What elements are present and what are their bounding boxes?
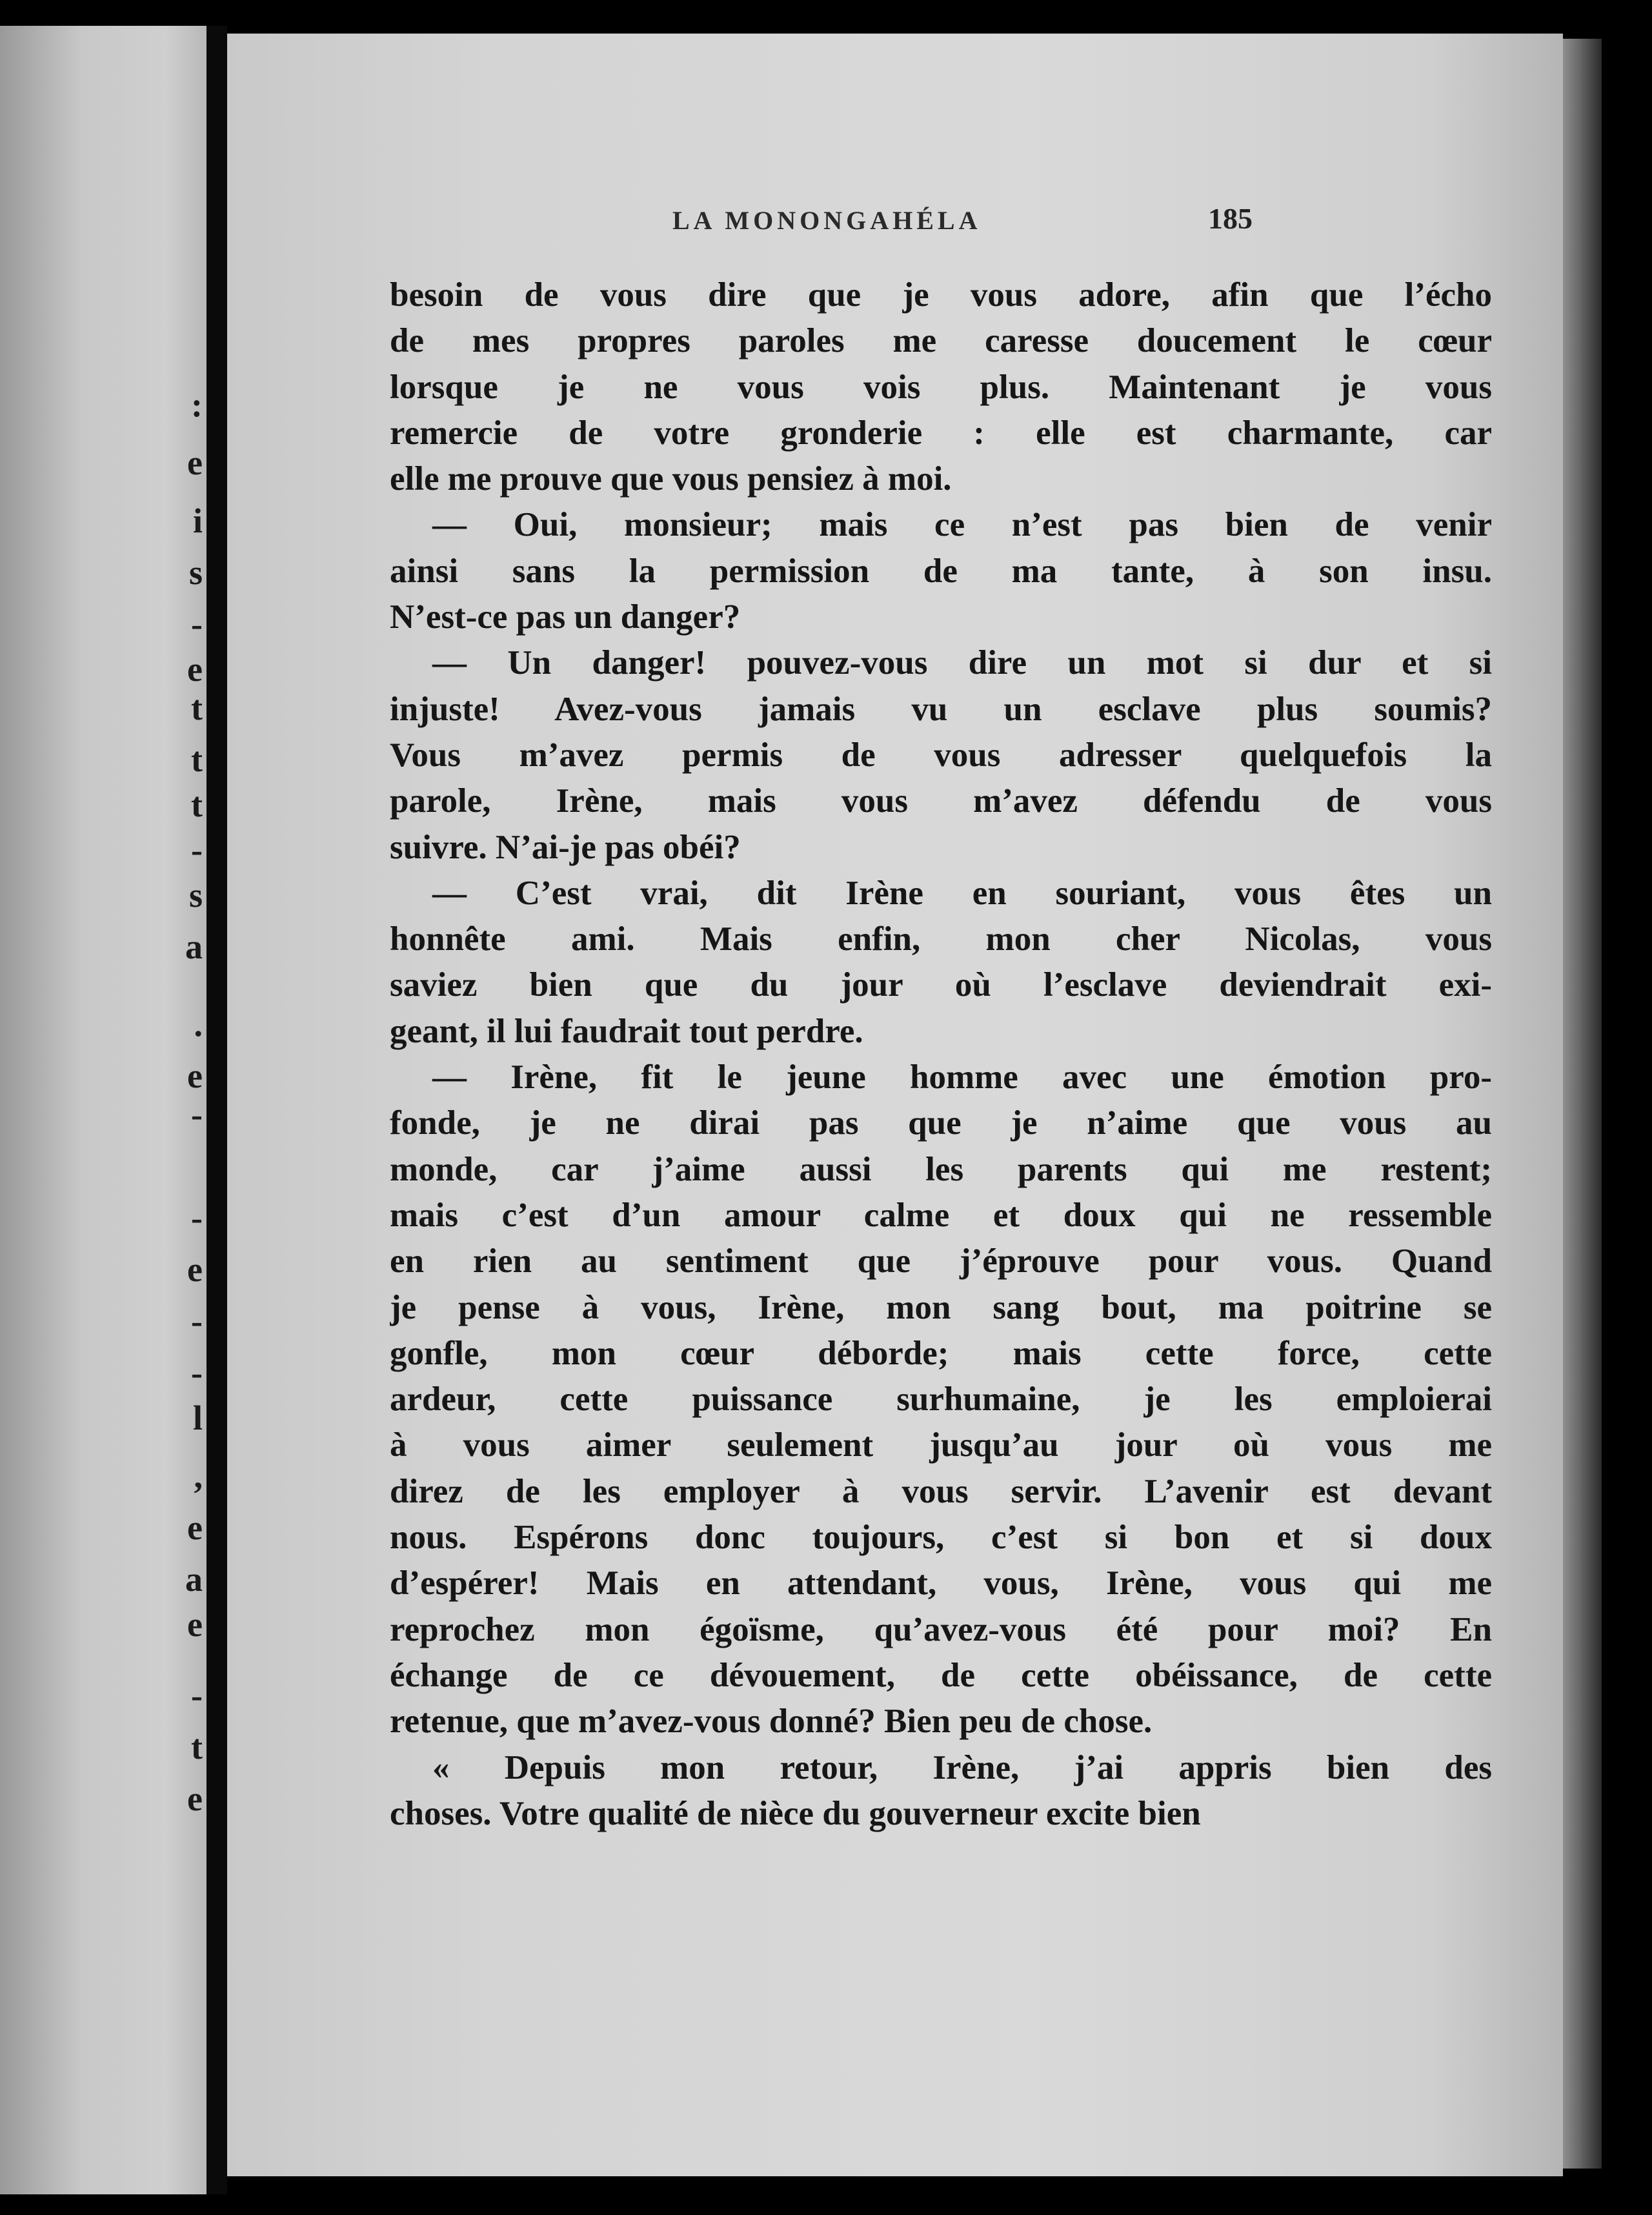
book-page (227, 34, 1563, 2176)
facing-page-fragment: - (191, 605, 203, 643)
text-line: Vous m’avez permis de vous adresser quelquefois la (390, 736, 1492, 774)
text-line: reprochez mon égoïsme, qu’avez-vous été pour moi? En (390, 1610, 1492, 1648)
facing-page-fragment: e (187, 1057, 203, 1095)
facing-page-fragment: a (185, 1560, 203, 1599)
running-head-title: LA MONONGAHÉLA (672, 206, 982, 235)
running-head (227, 194, 1563, 245)
text-line: — C’est vrai, dit Irène en souriant, vous êtes un (432, 874, 1492, 912)
text-line: ainsi sans la permission de ma tante, à son insu. (390, 552, 1492, 590)
text-line: mais c’est d’un amour calme et doux qui ne ressemble (390, 1196, 1492, 1234)
facing-page-fragment: s (188, 553, 203, 592)
text-line: direz de les employer à vous servir. L’avenir est devant (390, 1472, 1492, 1510)
text-line: — Oui, monsieur; mais ce n’est pas bien de venir (432, 506, 1492, 544)
text-line: de mes propres paroles me caresse doucement le cœur (390, 322, 1492, 360)
text-line: elle me prouve que vous pensiez à moi. (390, 460, 952, 498)
text-line: nous. Espérons donc toujours, c’est si bon et si doux (390, 1519, 1492, 1557)
facing-page-fragment: - (191, 1676, 203, 1715)
facing-page-fragment: t (191, 1728, 203, 1766)
facing-page-fragment: e (187, 1250, 203, 1289)
text-line: je pense à vous, Irène, mon sang bout, ma poitrine se (390, 1288, 1492, 1326)
facing-page-fragment: e (187, 650, 203, 689)
text-line: d’espérer! Mais en attendant, vous, Irène, vous qui me (390, 1564, 1492, 1603)
text-line: — Un danger! pouvez-vous dire un mot si dur et si (432, 644, 1492, 682)
facing-page-fragment: , (194, 1457, 203, 1495)
text-line: gonfle, mon cœur déborde; mais cette force, cette (390, 1334, 1492, 1372)
page-number: 185 (1208, 202, 1253, 235)
text-line: honnête ami. Mais enfin, mon cher Nicolas, vous (390, 920, 1492, 958)
book-gutter (206, 26, 227, 2194)
facing-page-fragment: e (187, 1605, 203, 1644)
facing-page-fragment: . (194, 1005, 203, 1044)
facing-page-fragment: - (191, 1353, 203, 1392)
text-line: en rien au sentiment que j’éprouve pour vous. Quand (390, 1242, 1492, 1280)
text-line: à vous aimer seulement jusqu’au jour où vous me (390, 1426, 1492, 1464)
text-line: fonde, je ne dirai pas que je n’aime que vous au (390, 1104, 1492, 1142)
facing-page-fragment: - (191, 831, 203, 869)
text-line: choses. Votre qualité de nièce du gouverneur excite bien (390, 1794, 1201, 1832)
facing-page-fragment: e (187, 443, 203, 482)
facing-page-edge (0, 26, 206, 2194)
text-line: monde, car j’aime aussi les parents qui me restent; (390, 1150, 1492, 1188)
facing-page-fragment: s (188, 876, 203, 915)
facing-page-fragment: e (187, 1779, 203, 1818)
text-line: N’est-ce pas un danger? (390, 598, 741, 636)
text-line: suivre. N’ai-je pas obéi? (390, 828, 741, 866)
text-line: lorsque je ne vous vois plus. Maintenant je vous (390, 368, 1492, 406)
body-text (390, 272, 1492, 1837)
text-line: besoin de vous dire que je vous adore, afin que l’écho (390, 276, 1492, 314)
text-line: injuste! Avez-vous jamais vu un esclave plus soumis? (390, 690, 1492, 728)
text-line: « Depuis mon retour, Irène, j’ai appris bien des (432, 1748, 1492, 1786)
text-line: — Irène, fit le jeune homme avec une émotion pro- (432, 1058, 1492, 1097)
facing-page-fragment: t (191, 689, 203, 727)
text-line: saviez bien que du jour où l’esclave deviendrait exi- (390, 966, 1492, 1004)
text-line: geant, il lui faudrait tout perdre. (390, 1012, 863, 1050)
facing-page-fragment: - (191, 1302, 203, 1340)
facing-page-fragment: a (185, 927, 203, 966)
facing-page-fragment: t (191, 785, 203, 824)
text-line: remercie de votre gronderie : elle est charmante, car (390, 414, 1492, 452)
facing-page-fragment: e (187, 1508, 203, 1547)
facing-page-fragment: l (192, 1399, 203, 1437)
facing-page-fragment: - (191, 1095, 203, 1134)
text-line: retenue, que m’avez-vous donné? Bien peu de chose. (390, 1703, 1153, 1741)
facing-page-fragment: - (191, 1199, 203, 1237)
facing-page-fragment: : (191, 385, 203, 424)
text-line: parole, Irène, mais vous m’avez défendu de vous (390, 782, 1492, 820)
facing-page-fragment: t (191, 740, 203, 779)
facing-page-fragment: i (192, 501, 203, 540)
page-edge-shadow (1563, 39, 1602, 2169)
text-line: échange de ce dévouement, de cette obéissance, de cette (390, 1656, 1492, 1694)
text-line: ardeur, cette puissance surhumaine, je les emploierai (390, 1381, 1492, 1419)
